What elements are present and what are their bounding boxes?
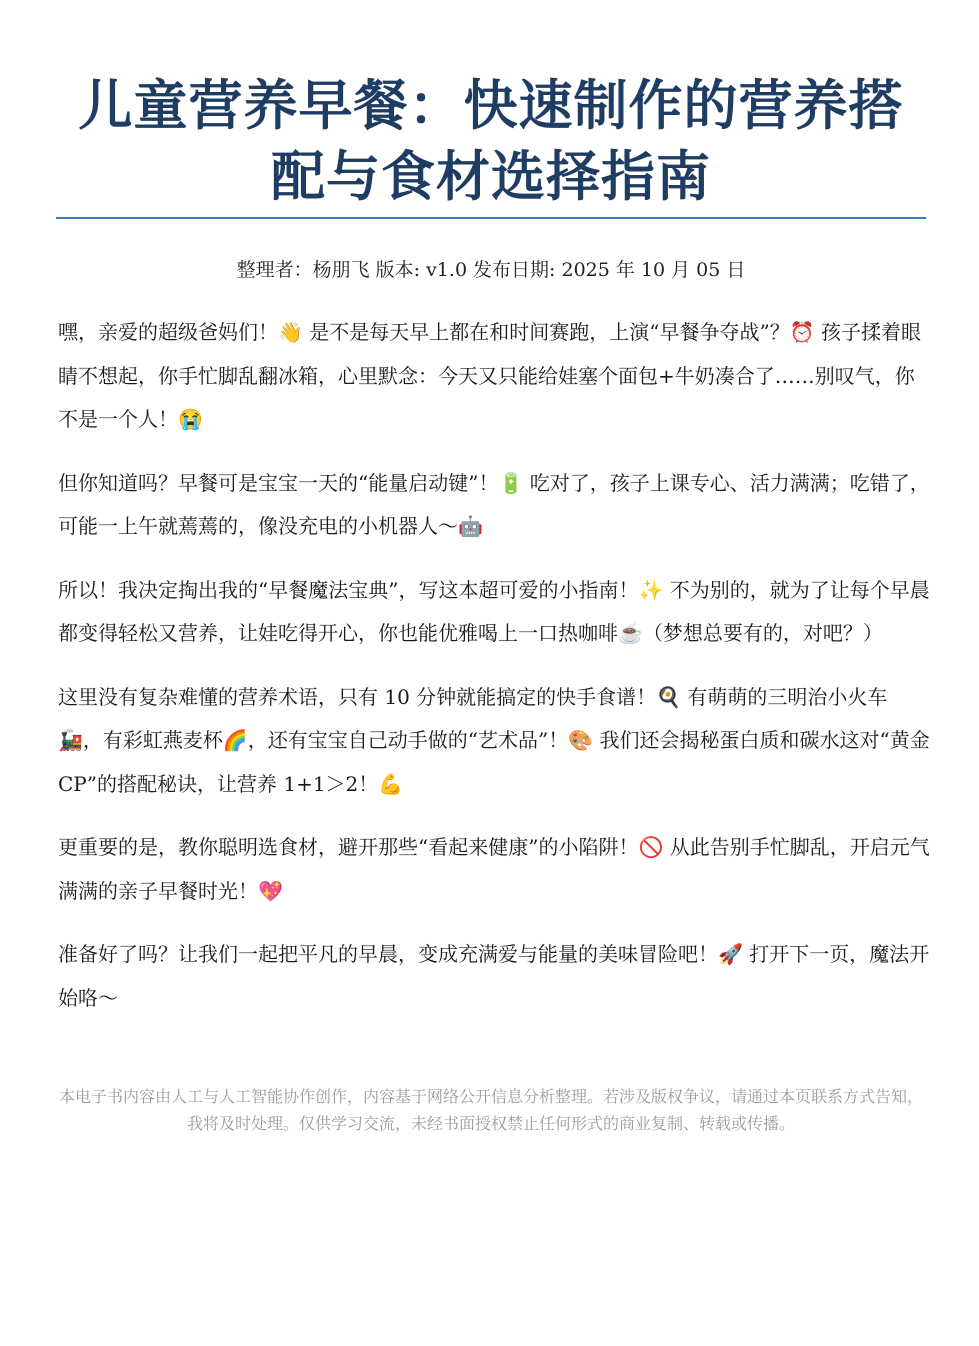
document-title: 儿童营养早餐：快速制作的营养搭配与食材选择指南 [78, 74, 904, 208]
document-meta [56, 256, 926, 284]
paragraph-greeting: 嘿，亲爱的超级爸妈们！👋 是不是每天早上都在和时间赛跑，上演“早餐争夺战”？⏰ 孩子揉着眼睛不想起，你手忙脚乱翻冰箱，心里默念：今天又只能给娃塞个面包+牛奶凑合了……别叹气，你不是一个人！😭 [58, 320, 921, 431]
version-label: 版本: [375, 259, 427, 281]
publish-date: 2025 年 10 月 05 日 [561, 259, 746, 281]
publish-date-label: 发布日期: [473, 259, 562, 281]
intro-body [58, 311, 930, 1040]
paragraph-ingredients: 更重要的是，教你聪明选食材，避开那些“看起来健康”的小陷阱！🚫 从此告别手忙脚乱，开启元气满满的亲子早餐时光！💖 [58, 835, 930, 903]
title-divider [56, 217, 926, 219]
organizer-label: 整理者： [236, 259, 313, 281]
version-number: v1.0 [426, 259, 468, 281]
organizer-name: 杨朋飞 [312, 259, 370, 281]
paragraph-call-to-action: 准备好了吗？让我们一起把平凡的早晨，变成充满爱与能量的美味冒险吧！🚀 打开下一页，魔法开始咯～ [58, 942, 930, 1010]
paragraph-energy: 但你知道吗？早餐可是宝宝一天的“能量启动键”！🔋 吃对了，孩子上课专心、活力满满；吃错了，可能一上午就蔫蔫的，像没充电的小机器人～🤖 [58, 470, 930, 538]
copyright-disclaimer: 本电子书内容由人工与人工智能协作创作，内容基于网络公开信息分析整理。若涉及版权争议，请通过本页联系方式告知，我将及时处理。仅供学习交流，未经书面授权禁止任何形式的商业复制、转载或传播。 [58, 1087, 923, 1133]
paragraph-guide-purpose: 所以！我决定掏出我的“早餐魔法宝典”，写这本超可爱的小指南！✨ 不为别的，就为了让每个早晨都变得轻松又营养，让娃吃得开心，你也能优雅喝上一口热咖啡☕（梦想总要有的，对吧？） [58, 577, 930, 645]
paragraph-recipes: 这里没有复杂难懂的营养术语，只有 10 分钟就能搞定的快手食谱！🍳 有萌萌的三明治小火车🚂，有彩虹燕麦杯🌈，还有宝宝自己动手做的“艺术品”！🎨 我们还会揭秘蛋白质和碳水这对“黄金 CP”的搭配秘诀，让营养 1+1＞2！💪 [58, 684, 930, 796]
